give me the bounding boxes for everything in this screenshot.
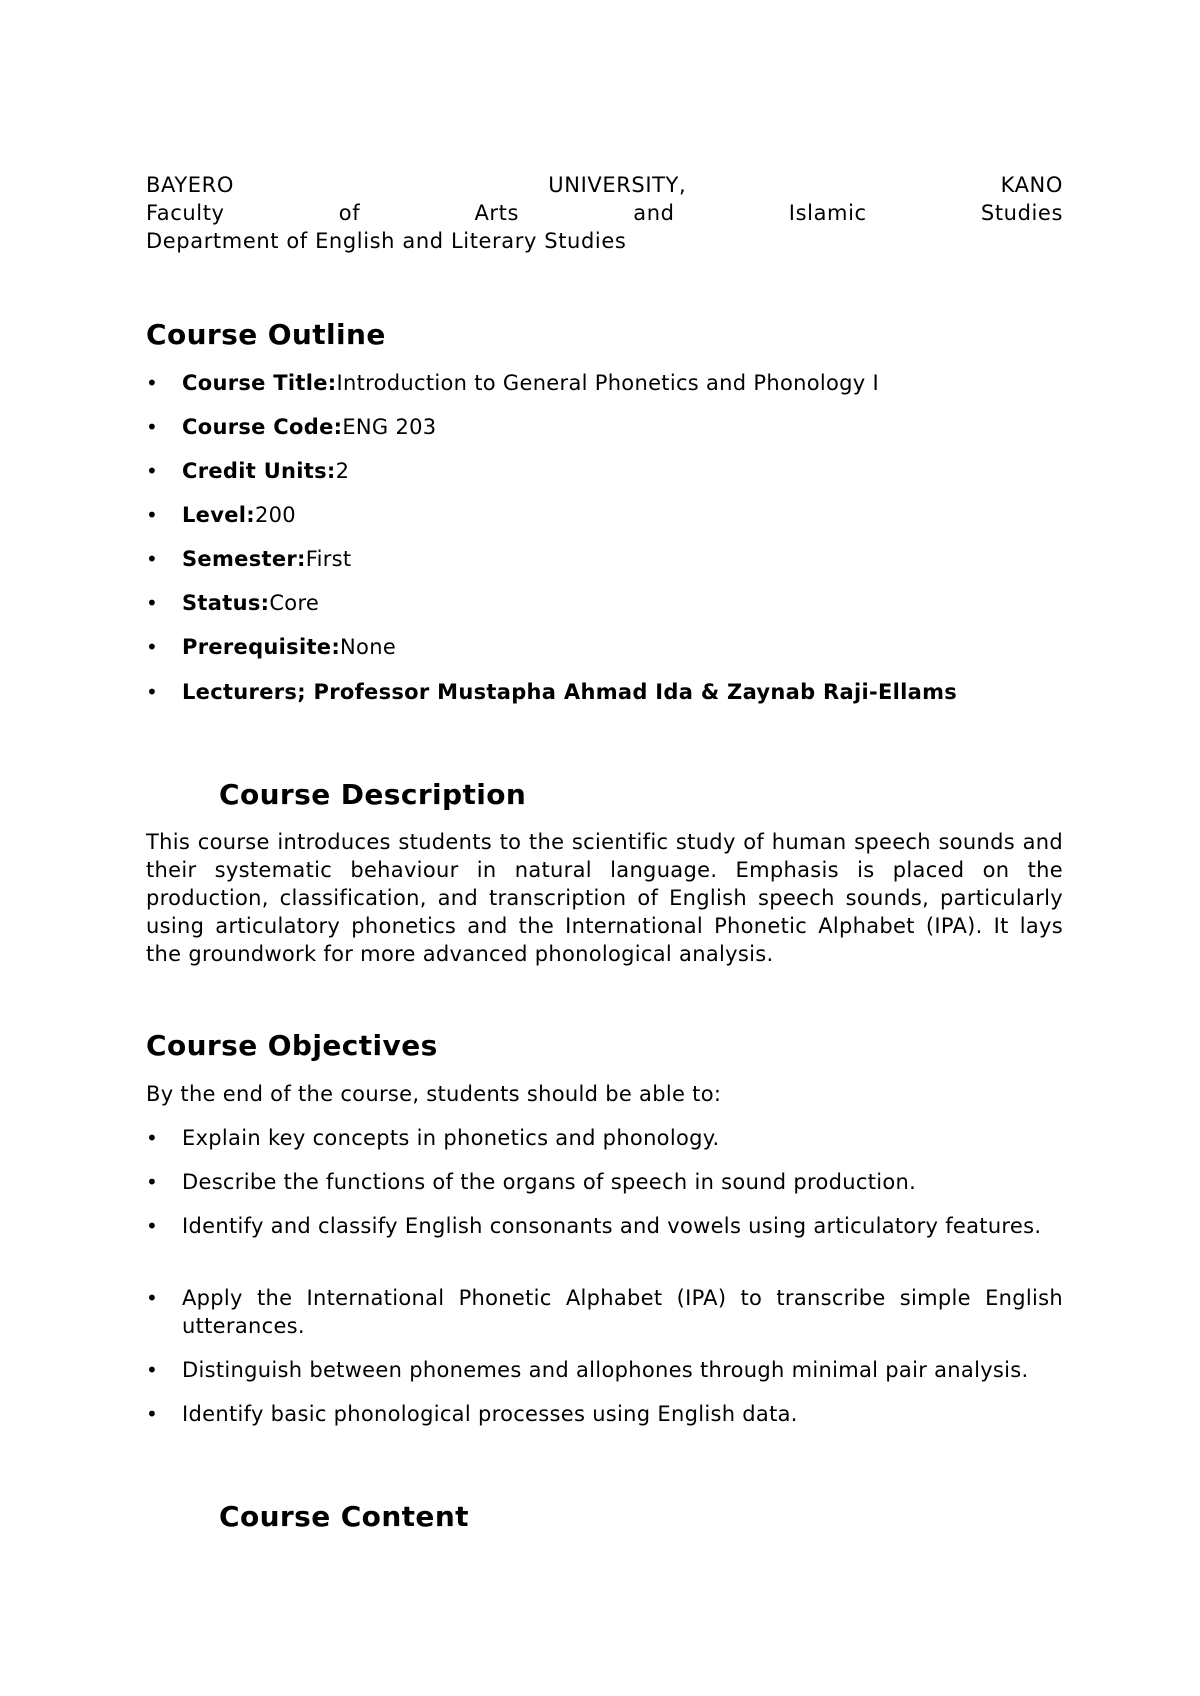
list-item	[146, 1212, 1063, 1284]
objective-text: Identify and classify English consonants and vowels using articulatory features.	[182, 1214, 1042, 1238]
objectives-intro: By the end of the course, students should be able to:	[146, 1082, 722, 1106]
bullet-icon: •	[146, 459, 159, 483]
list-item	[146, 1356, 1063, 1400]
header-word: KANO	[1000, 173, 1063, 197]
bullet-icon: •	[146, 1402, 159, 1426]
list-item	[146, 413, 1063, 457]
item-label: Lecturers; Professor Mustapha Ahmad Ida & Zaynab Raji-Ellams	[182, 680, 958, 704]
header-word: Islamic	[788, 201, 867, 225]
faculty-line	[146, 199, 1063, 227]
objective-text: Apply the International Phonetic Alphabet (IPA) to transcribe simple English utterances.	[182, 1286, 1063, 1338]
list-item	[146, 1400, 1063, 1444]
bullet-icon: •	[146, 1170, 159, 1194]
bullet-icon: •	[146, 547, 159, 571]
header-word: of	[338, 201, 361, 225]
item-label: Course Code:	[182, 415, 343, 439]
item-label: Prerequisite:	[182, 635, 341, 659]
list-item	[146, 1284, 1063, 1356]
list-item	[146, 633, 1063, 678]
objective-text: Distinguish between phonemes and allophones through minimal pair analysis.	[182, 1358, 1029, 1382]
course-objectives-heading: Course Objectives	[146, 1029, 438, 1062]
item-label: Semester:	[182, 547, 306, 571]
course-description-heading: Course Description	[219, 778, 527, 811]
item-label: Level:	[182, 503, 255, 527]
objective-text: Explain key concepts in phonetics and phonology.	[182, 1126, 720, 1150]
item-label: Status:	[182, 591, 270, 615]
list-item	[146, 545, 1063, 589]
header-word: Faculty	[146, 201, 225, 225]
item-label: Credit Units:	[182, 459, 336, 483]
objective-text: Identify basic phonological processes using English data.	[182, 1402, 798, 1426]
list-item	[146, 457, 1063, 501]
bullet-icon: •	[146, 1214, 159, 1238]
header-word: UNIVERSITY,	[548, 173, 687, 197]
item-value: First	[305, 547, 352, 571]
bullet-icon: •	[146, 371, 159, 395]
bullet-icon: •	[146, 1286, 159, 1310]
bullet-icon: •	[146, 503, 159, 527]
list-item	[146, 678, 1063, 722]
objective-text: Describe the functions of the organs of speech in sound production.	[182, 1170, 917, 1194]
item-value: ENG 203	[342, 415, 437, 439]
header-word: and	[633, 201, 675, 225]
bullet-icon: •	[146, 591, 159, 615]
course-outline-list	[146, 369, 1063, 722]
item-label: Course Title:	[182, 371, 337, 395]
bullet-icon: •	[146, 415, 159, 439]
list-item	[146, 589, 1063, 633]
course-objectives-list	[146, 1124, 1063, 1444]
header-word: Studies	[980, 201, 1063, 225]
department-line: Department of English and Literary Studies	[146, 229, 627, 253]
item-value: 200	[254, 503, 296, 527]
item-value: None	[340, 635, 397, 659]
header-word: BAYERO	[146, 173, 234, 197]
bullet-icon: •	[146, 635, 159, 659]
list-item	[146, 501, 1063, 545]
bullet-icon: •	[146, 1358, 159, 1382]
course-outline-heading: Course Outline	[146, 318, 386, 351]
bullet-icon: •	[146, 680, 159, 704]
course-description-text: This course introduces students to the scientific study of human speech sounds and their systematic behaviour in natural language. Emphasis is placed on the production, classification, and transcription of English speech sounds, particularly using articulatory phonetics and the International Phonetic Alphabet (IPA). It lays the groundwork for more advanced phonological analysis.	[146, 830, 1063, 966]
course-content-heading: Course Content	[219, 1500, 469, 1533]
header-word: Arts	[474, 201, 520, 225]
item-value: Core	[269, 591, 320, 615]
item-value: 2	[335, 459, 350, 483]
list-item	[146, 1124, 1063, 1168]
list-item	[146, 1168, 1063, 1212]
list-item	[146, 369, 1063, 413]
university-name-line	[146, 171, 1063, 199]
bullet-icon: •	[146, 1126, 159, 1150]
item-value: Introduction to General Phonetics and Phonology I	[336, 371, 879, 395]
